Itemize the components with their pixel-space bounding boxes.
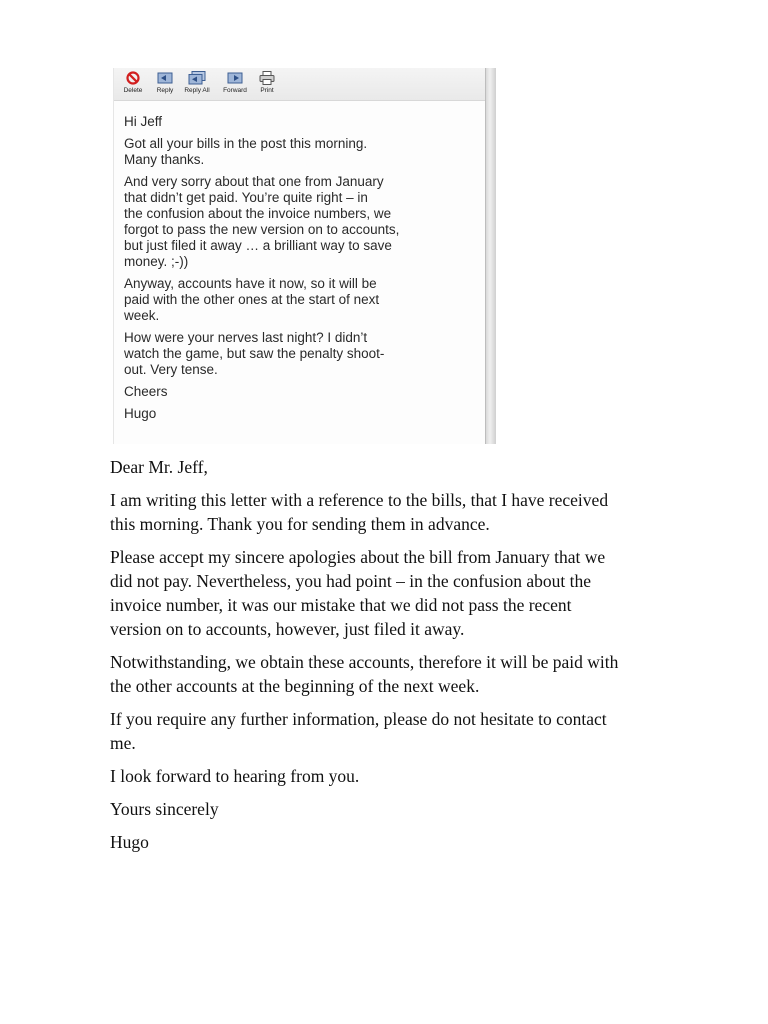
email-paragraph: And very sorry about that one from January that didn’t get paid. You’re quite right – in the confusion about the invoice numbers, we forgot to pass the new version on to accounts, but just filed it away … a brilliant way to save money. ;-)) (124, 174, 400, 269)
email-scrollbar[interactable] (485, 68, 496, 444)
email-message-body (124, 114, 469, 428)
email-signature: Hugo (124, 406, 157, 421)
reply-icon (157, 71, 173, 85)
forward-label: Forward (223, 87, 247, 94)
reply-label: Reply (156, 87, 174, 94)
delete-button[interactable] (120, 71, 146, 99)
print-label: Print (260, 87, 274, 94)
delete-label: Delete (123, 87, 143, 94)
reply-all-icon (188, 71, 206, 85)
letter-paragraph: I am writing this letter with a reference to the bills, that I have received this morning. Thank you for sending them in advance. (110, 490, 609, 534)
email-screenshot (113, 68, 496, 444)
letter-closing: Yours sincerely (110, 799, 219, 819)
email-closing: Cheers (124, 384, 168, 399)
email-paragraph: Anyway, accounts have it now, so it will be paid with the other ones at the start of next week. (124, 276, 380, 323)
print-icon (259, 71, 275, 85)
email-greeting: Hi Jeff (124, 114, 163, 129)
letter-paragraph: I look forward to hearing from you. (110, 766, 360, 786)
formal-letter (110, 455, 720, 863)
forward-icon (227, 71, 243, 85)
letter-paragraph: If you require any further information, please do not hesitate to contact me. (110, 709, 607, 753)
email-paragraph: How were your nerves last night? I didn’t watch the game, but saw the penalty shoot- out. Very tense. (124, 330, 385, 377)
reply-button[interactable] (152, 71, 178, 99)
letter-paragraph: Notwithstanding, we obtain these accounts, therefore it will be paid with the other accounts at the beginning of the next week. (110, 652, 619, 696)
letter-paragraph: Please accept my sincere apologies about the bill from January that we did not pay. Nevertheless, you had point – in the confusion about the invoice number, it was our mistake that we did not pass the recent version on to accounts, however, just filed it away. (110, 547, 606, 639)
letter-signature: Hugo (110, 832, 149, 852)
forward-button[interactable] (218, 71, 252, 99)
letter-salutation: Dear Mr. Jeff, (110, 457, 208, 477)
email-toolbar (114, 68, 486, 101)
email-paragraph: Got all your bills in the post this morning. Many thanks. (124, 136, 368, 167)
delete-icon (126, 71, 140, 85)
reply-all-button[interactable] (180, 71, 214, 99)
print-button[interactable] (254, 71, 280, 99)
reply-all-label: Reply All (184, 87, 210, 94)
